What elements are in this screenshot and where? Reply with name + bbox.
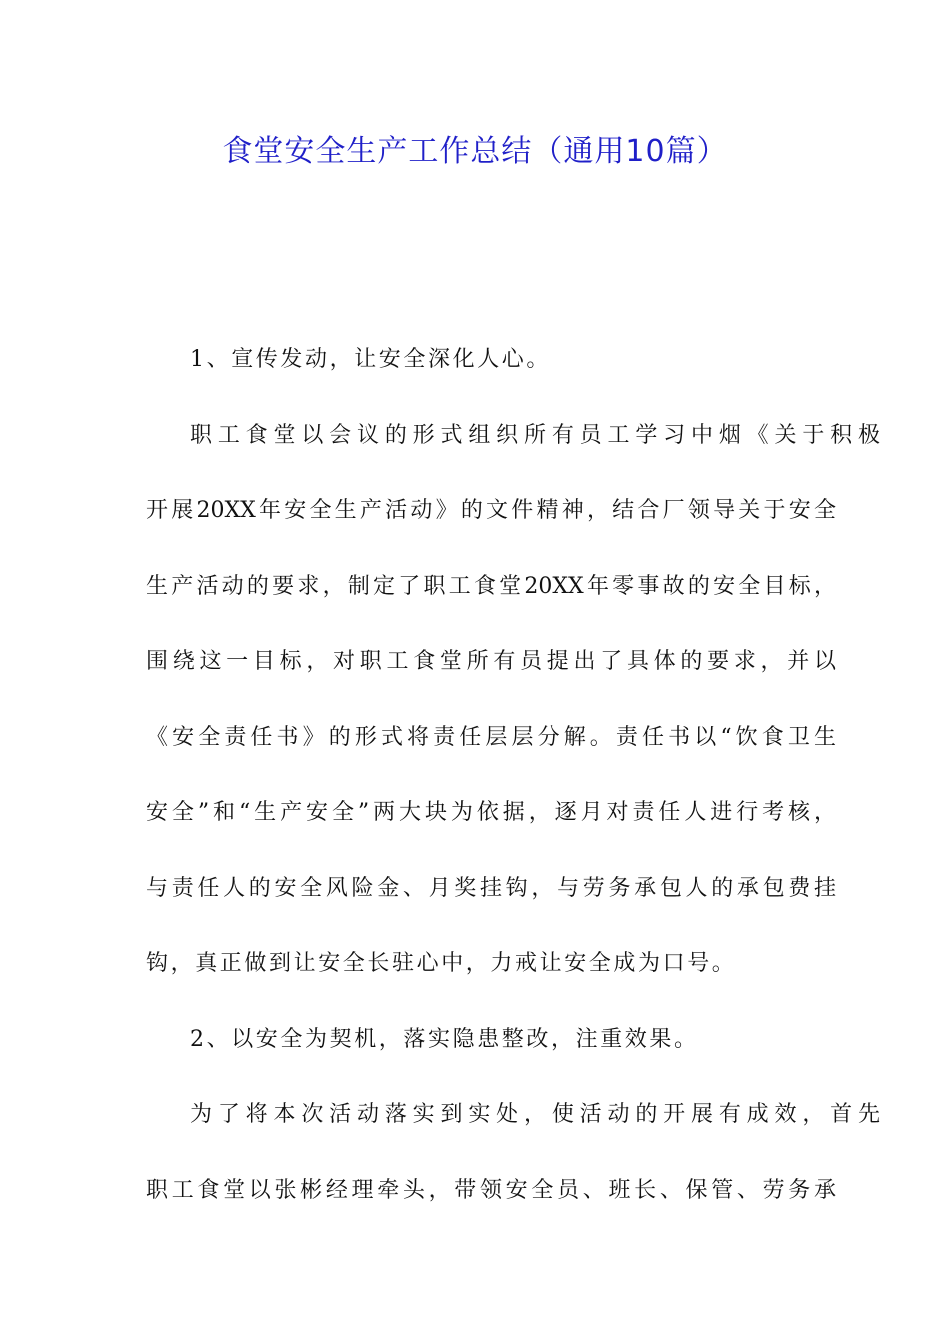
paragraph-line: 职工食堂以张彬经理牵头，带领安全员、班长、保管、劳务承 xyxy=(146,1177,836,1203)
paragraph-line: 安全”和“生产安全”两大块为依据，逐月对责任人进行考核， xyxy=(146,800,836,825)
paragraph-line: 职工食堂以会议的形式组织所有员工学习中烟《关于积极 xyxy=(190,422,880,448)
paragraph-line: 与责任人的安全风险金、月奖挂钩，与劳务承包人的承包费挂 xyxy=(146,875,836,901)
section-heading-2: 2、以安全为契机，落实隐患整改，注重效果。 xyxy=(190,1026,699,1052)
paragraph-line: 生产活动的要求，制定了职工食堂20XX年零事故的安全目标， xyxy=(146,573,836,599)
document-title: 食堂安全生产工作总结（通用10篇） xyxy=(222,134,728,169)
paragraph-line: 《安全责任书》的形式将责任层层分解。责任书以“饮食卫生 xyxy=(146,724,836,750)
document-body xyxy=(146,335,880,1241)
section-heading-1: 1、宣传发动，让安全深化人心。 xyxy=(190,347,551,372)
paragraph-line: 为了将本次活动落实到实处，使活动的开展有成效，首先 xyxy=(190,1102,880,1127)
paragraph-line: 钩，真正做到让安全长驻心中，力戒让安全成为口号。 xyxy=(146,951,737,976)
paragraph-line: 开展20XX年安全生产活动》的文件精神，结合厂领导关于安全 xyxy=(146,498,836,523)
paragraph-line: 围绕这一目标，对职工食堂所有员提出了具体的要求，并以 xyxy=(146,649,836,674)
